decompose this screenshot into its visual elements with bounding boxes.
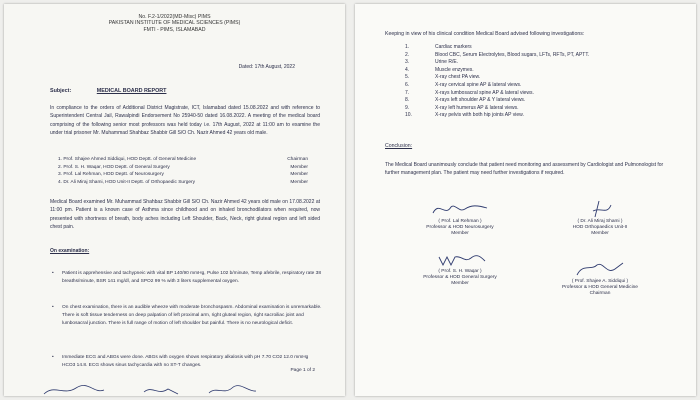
list-item: [405, 74, 665, 82]
conclusion-heading: Conclusion:: [385, 143, 413, 149]
report-page-1: [4, 4, 345, 396]
item-number: 4.: [405, 66, 410, 73]
bullet-icon: •: [52, 271, 54, 276]
board-member-role: Member: [290, 179, 308, 185]
signature-block: [545, 199, 655, 238]
signatory-name: ( Prof. Shajee A. Siddiqui ): [571, 279, 629, 284]
institution-name: PAKISTAN INSTITUTE OF MEDICAL SCIENCES (PIMS): [108, 20, 241, 27]
report-page-2: [355, 4, 696, 396]
subject-value: MEDICAL BOARD REPORT: [96, 88, 167, 94]
item-text: Muscle enzymes.: [435, 66, 474, 73]
board-members-list: [58, 156, 308, 186]
signature-block: [545, 259, 655, 298]
item-text: X-ray chest PA view.: [435, 74, 481, 81]
handwritten-signature: [565, 259, 635, 279]
signatory-role: Member: [591, 231, 609, 237]
signature-block: [405, 199, 515, 238]
item-number: 2.: [405, 51, 410, 58]
item-number: 1.: [405, 44, 410, 50]
report-date: Dated: 17th August, 2022: [238, 64, 295, 70]
board-member: [58, 164, 308, 172]
item-text: X-rays left shoulder AP & Y lateral views.: [435, 97, 526, 104]
board-member: [58, 156, 308, 164]
item-number: 9.: [405, 104, 410, 111]
signatory-name: ( Dr. Ali Miraj Shami ): [577, 219, 623, 224]
list-item: [405, 90, 665, 98]
list-item: [405, 44, 665, 52]
item-text: X-rays lumbosacral spine AP & lateral views.: [435, 89, 534, 96]
signatory-title: Professor & HOD General Medicine: [562, 285, 638, 291]
reference-number: No. F.2-1/2022(MD-Misc) PIMS: [138, 14, 211, 20]
signatory-name: ( Prof. Lal Rehman ): [438, 219, 482, 224]
initials-signatures: [34, 382, 324, 396]
board-member-name: 3. Prof. Lal Rehman, HOD Deptt. of Neurosurgery: [58, 172, 164, 178]
board-member-name: 1. Prof. Shajee Ahmed Siddiqui, HOD Deptt. of General Medicine: [58, 157, 197, 162]
investigations-list: [405, 44, 665, 120]
signatory-title: Professor & HOD Neurosurgery: [426, 225, 494, 231]
subject-label: Subject:: [50, 88, 72, 94]
list-item: [405, 112, 665, 120]
history-paragraph: Medical Board examined Mr. Muhammad Shahbaz Shabbir Gill S/O Ch. Nazir Ahmed 42 years old male on 17.08.2022 at 11:00 pm. Patient is a known case of Asthma since childhood and on inhaled bronchodilators when required, now presented with shortness of breath, body aches including Left Shoulder, Back, Neck, right gluteal region and left sided chest pain.: [50, 199, 320, 231]
bullet-icon: •: [52, 305, 54, 310]
examination-heading: On examination:: [50, 248, 90, 254]
board-member-name: 2. Prof. S. H. Waqar, HOD Deptt. of General Surgery: [58, 164, 170, 170]
board-member: [58, 171, 308, 179]
letterhead: [4, 14, 345, 33]
investigations-intro: Keeping in view of his clinical condition Medical Board advised following investigations:: [385, 31, 585, 37]
conclusion-text: The Medical Board unanimously conclude that patient need monitoring and assessment by Cardiologist and Pulmonologist for further management plan. The patient may need further investigations if required.: [385, 162, 664, 176]
handwritten-signature: [425, 249, 495, 269]
board-member-role: Chairman: [287, 157, 308, 162]
signatory-title: HOD Orthopaedics Unit-II: [572, 225, 628, 231]
signatory-name: ( Prof. S. H. Waqar ): [438, 269, 482, 274]
board-member-name: 4. Dr. Ali Miraj Shami, HOD Unit-II Deptt. of Orthopaedic Surgery: [58, 179, 196, 185]
examination-bullet: [52, 354, 322, 370]
page-number: Page 1 of 2: [290, 368, 315, 373]
examination-text: On chest examination, there is an audible wheeze with moderate bronchospasm. Abdominal examination is unremarkable. There is soft tissue tenderness on deep palpation of left proximal arm, right gluteal region, right sacroiliac joint and lumbosacral junction. There is full range of motion of left shoulder but painful. There is no neurological deficit.: [62, 305, 322, 327]
examination-bullet: [52, 304, 322, 329]
list-item: [405, 82, 665, 90]
board-member-role: Member: [290, 172, 308, 178]
examination-text: Immediate ECG and ABGs were done. ABGs with oxygen shows respiratory alkalosis with pH 7.70 CO2 12.0 mmHg HCO3 14.8. ECG shows sinus tachycardia with no ST-T changes.: [62, 355, 309, 369]
signatory-role: Chairman: [589, 291, 611, 297]
item-number: 8.: [405, 97, 410, 104]
examination-text: Patient is apprehensive and tachypneic with vital BP 140/90 mmHg, Pulse 102 b/minute, Temp afebrile, respiratory rate 38 breaths/minute, BSR 141 mg/dl, and SPO2 99 % with 3 liters supplemental oxygen.: [62, 271, 321, 285]
list-item: [405, 67, 665, 75]
signature-block: [405, 249, 515, 288]
handwritten-signature: [565, 199, 635, 219]
bullet-icon: •: [52, 355, 54, 360]
item-text: X-ray left humerus AP & lateral views.: [435, 104, 519, 111]
item-number: 3.: [405, 59, 410, 66]
institution-location: FMTI - PIMS, ISLAMABAD: [143, 26, 206, 33]
intro-paragraph: In compliance to the orders of Additional District Magistrate, ICT, Islamabad dated 15.08.2022 and with reference to Superintendent Central Jail, Rawalpindi Endorsement No 25940-50 dated 16.08.2022. A meeting of the medical board comprising of the following senior most professors was held today i.e. 17th August, 2022 at 11:00 am to examine the under trial prisoner Mr. Muhammad Shahbaz Shabbir Gill S/O Ch. Nazir Ahmed 42 years old male.: [50, 105, 320, 137]
item-text: X-ray pelvis with both hip joints AP view.: [435, 112, 524, 119]
examination-bullet: [52, 270, 322, 286]
item-text: Blood CBC, Serum Electrolytes, Blood sugars, LFTs, RFTs, PT, APTT.: [435, 51, 590, 58]
list-item: [405, 52, 665, 60]
board-member-role: Member: [290, 164, 308, 170]
signatory-title: Professor & HOD General Surgery: [423, 275, 497, 281]
item-text: Cardiac markers: [435, 44, 472, 50]
handwritten-signature: [425, 199, 495, 219]
item-text: Urine R/E.: [435, 59, 459, 66]
item-number: 10.: [405, 112, 412, 119]
list-item: [405, 97, 665, 105]
item-number: 5.: [405, 74, 410, 81]
subject-line: [50, 88, 166, 94]
item-number: 6.: [405, 81, 410, 88]
list-item: [405, 105, 665, 113]
board-member: [58, 179, 308, 187]
signatory-role: Member: [451, 231, 469, 237]
item-text: X-ray cervical spine AP & lateral views.: [435, 81, 522, 88]
item-number: 7.: [405, 89, 410, 96]
signatory-role: Member: [451, 281, 469, 287]
list-item: [405, 59, 665, 67]
